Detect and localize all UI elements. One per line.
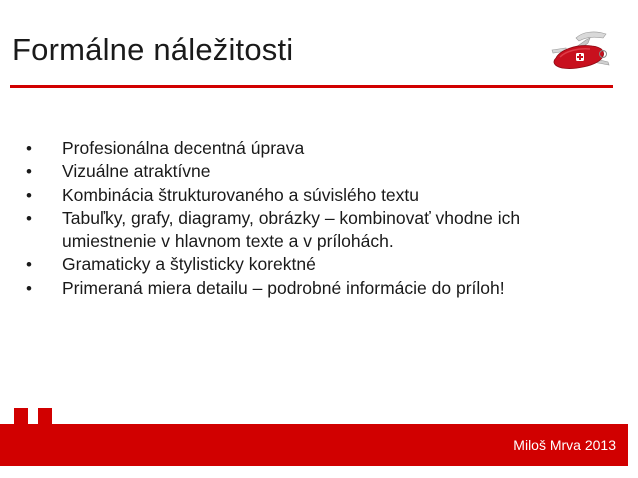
bullet-list — [24, 137, 614, 300]
bullet-dot: • — [26, 255, 32, 275]
bullet-text: Tabuľky, grafy, diagramy, obrázky – kombinovať vhodne ich umiestnenie v hlavnom texte a v prílohách. — [62, 207, 521, 252]
list-item — [24, 207, 614, 254]
bullet-text: Vizuálne atraktívne — [62, 161, 211, 182]
list-item — [24, 253, 614, 276]
footer-author: Miloš Mrva 2013 — [513, 437, 616, 453]
bullet-text: Profesionálna decentná úprava — [62, 138, 305, 158]
bullet-text: Kombinácia štrukturovaného a súvislého textu — [62, 184, 420, 205]
bullet-dot: • — [26, 208, 32, 228]
slide-title: Formálne náležitosti — [12, 32, 294, 67]
bullet-text: Primeraná miera detailu – podrobné informácie do príloh! — [62, 277, 505, 298]
list-item — [24, 277, 614, 300]
bullet-dot: • — [26, 278, 32, 298]
bullet-dot: • — [26, 162, 32, 182]
quote-marks-icon — [10, 404, 62, 448]
title-divider — [10, 85, 613, 88]
list-item — [24, 137, 614, 160]
swiss-army-knife-icon — [546, 28, 614, 76]
list-item — [24, 160, 614, 183]
footer-bar — [0, 424, 628, 466]
list-item — [24, 184, 614, 207]
bullet-dot: • — [26, 139, 32, 158]
bullet-dot: • — [26, 185, 32, 205]
bullet-text: Gramaticky a štylisticky korektné — [62, 254, 316, 275]
